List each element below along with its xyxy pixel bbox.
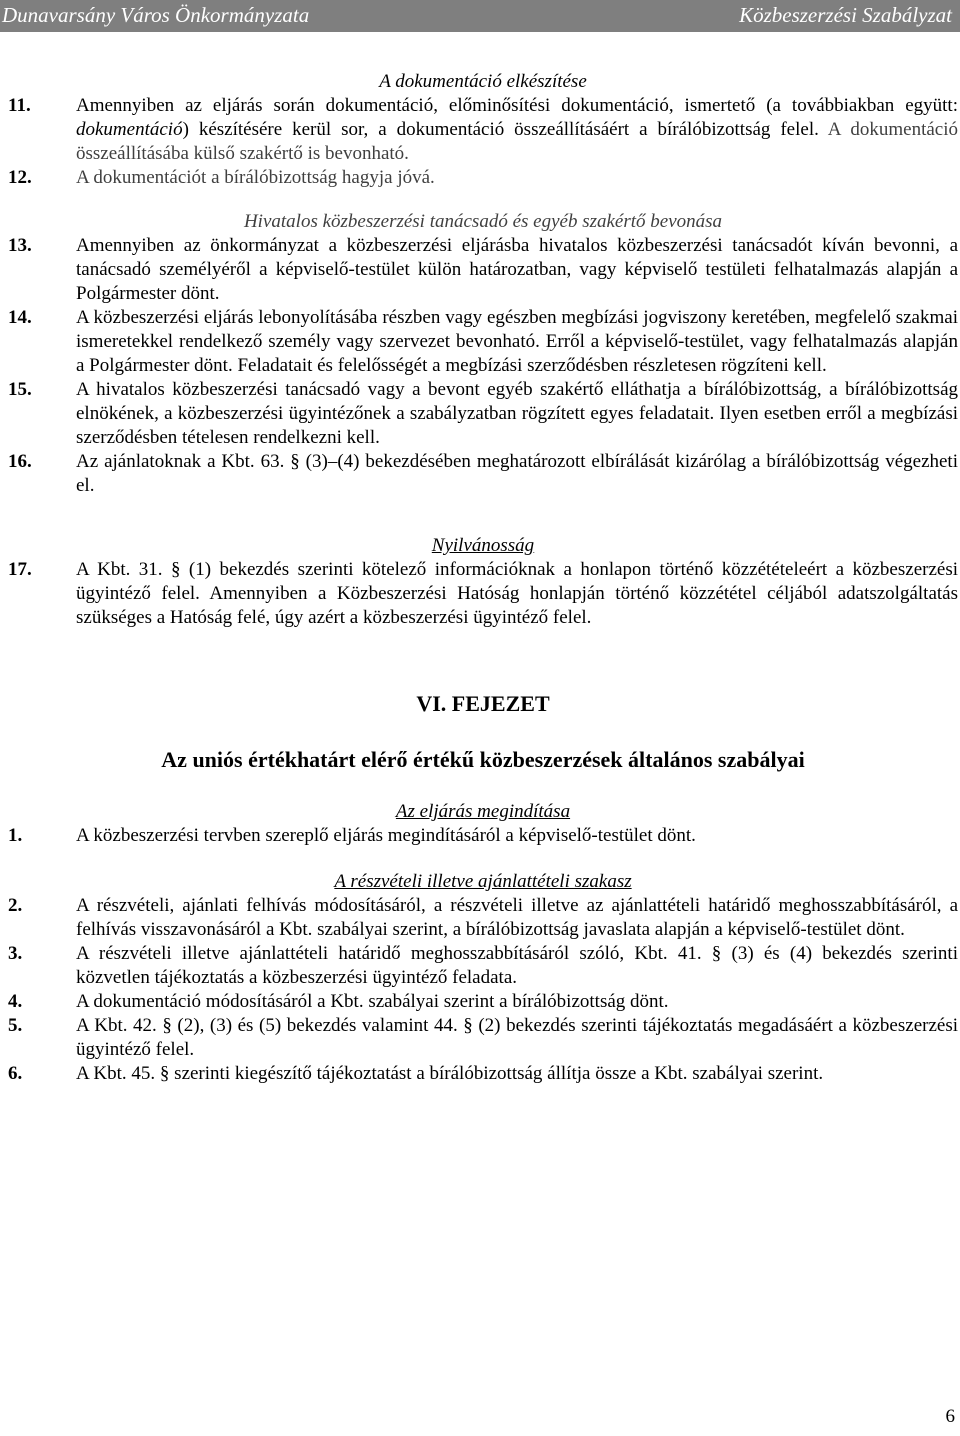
paragraph-11 bbox=[8, 94, 958, 166]
heading-participation-phase: A részvételi illetve ajánlattételi szakasz bbox=[334, 871, 632, 892]
paragraph-text: A részvételi, ajánlati felhívás módosításáról, a részvételi illetve az ajánlattételi határidő meghosszabbításáról, a felhívás visszavonásáról a Kbt. szabályai szerint, a bírálóbizottság javaslata alapján a képviselő-testület dönt. bbox=[76, 895, 958, 940]
paragraph-number: 17. bbox=[8, 559, 32, 580]
paragraph-1 bbox=[8, 824, 958, 848]
paragraph-number: 4. bbox=[8, 991, 23, 1012]
paragraph-number: 12. bbox=[8, 167, 32, 188]
paragraph-text: A közbeszerzési eljárás lebonyolításába részben vagy egészben megbízási jogviszony keretében, megfelelő szakmai ismeretekkel rendelkező személy vagy szervezet bevonható. Erről a képviselő-testület, vagy felhatalmazás alapján a Polgármester dönt. Feladatait és felelősségét a megbízási szerződésben részletesen rögzíteni kell. bbox=[76, 307, 958, 376]
heading-documentation: A dokumentáció elkészítése bbox=[379, 71, 587, 92]
paragraph-6 bbox=[8, 1062, 958, 1086]
paragraph-17 bbox=[8, 558, 958, 630]
paragraph-16 bbox=[8, 450, 958, 498]
paragraph-12 bbox=[8, 166, 958, 190]
paragraph-2 bbox=[8, 894, 958, 942]
paragraph-text: Az ajánlatoknak a Kbt. 63. § (3)–(4) bekezdésében meghatározott elbírálását kizárólag a bírálóbizottság végezheti el. bbox=[76, 451, 958, 496]
header-municipality: Dunavarsány Város Önkormányzata bbox=[2, 3, 310, 27]
paragraph-number: 11. bbox=[8, 95, 31, 116]
paragraph-text: A Kbt. 42. § (2), (3) és (5) bekezdés valamint 44. § (2) bekezdés szerinti tájékoztatás megadásáért a közbeszerzési ügyintéző felel. bbox=[76, 1015, 958, 1060]
paragraph-number: 16. bbox=[8, 451, 32, 472]
chapter-number: VI. FEJEZET bbox=[416, 691, 550, 716]
paragraph-number: 1. bbox=[8, 825, 23, 846]
header-document-title: Közbeszerzési Szabályzat bbox=[739, 3, 952, 27]
paragraph-text: A hivatalos közbeszerzési tanácsadó vagy a bevont egyéb szakértő elláthatja a bírálóbizottság, a bírálóbizottság elnökének, a közbeszerzési ügyintézőnek a szabályzatban rögzített egyes feladatait. Ilyen esetben erről a megbízási szerződésben tételesen rendelkezni kell. bbox=[76, 379, 958, 448]
heading-procedure-start: Az eljárás megindítása bbox=[395, 801, 571, 822]
paragraph-text: A közbeszerzési tervben szereplő eljárás megindításáról a képviselő-testület dönt. bbox=[76, 825, 696, 846]
page-number: 6 bbox=[945, 1406, 955, 1427]
paragraph-text: A dokumentáció módosításáról a Kbt. szabályai szerint a bírálóbizottság dönt. bbox=[76, 991, 669, 1012]
paragraph-text: A dokumentációt a bírálóbizottság hagyja jóvá. bbox=[76, 167, 435, 188]
paragraph-3 bbox=[8, 942, 958, 990]
paragraph-text: A Kbt. 45. § szerinti kiegészítő tájékoztatást a bírálóbizottság állítja össze a Kbt. szabályai szerint. bbox=[76, 1063, 824, 1084]
chapter-title: Az uniós értékhatárt elérő értékű közbeszerzések általános szabályai bbox=[161, 747, 805, 772]
paragraph-number: 2. bbox=[8, 895, 23, 916]
paragraph-5 bbox=[8, 1014, 958, 1062]
paragraph-number: 6. bbox=[8, 1063, 23, 1084]
heading-publicity: Nyilvánosság bbox=[431, 535, 535, 556]
paragraph-text: Amennyiben az önkormányzat a közbeszerzési eljárásba hivatalos közbeszerzési tanácsadót kíván bevonni, a tanácsadó személyéről a képviselő-testület külön határozatban, vagy képviselő testületi felhatalmazás alapján a Polgármester dönt. bbox=[76, 235, 958, 304]
paragraph-text: A részvételi illetve ajánlattételi határidő meghosszabbításáról szóló, Kbt. 41. § (3) és (4) bekezdés szerinti közvetlen tájékoztatás a közbeszerzési ügyintéző feladata. bbox=[76, 943, 958, 988]
paragraph-number: 15. bbox=[8, 379, 32, 400]
paragraph-text: A Kbt. 31. § (1) bekezdés szerinti kötelező információknak a honlapon történő közzétételeért a közbeszerzési ügyintéző felel. Amennyiben a Közbeszerzési Hatóság honlapján történő közzététel céljából adatszolgáltatás szükséges a Hatóság felé, úgy azért a közbeszerzési ügyintéző felel. bbox=[76, 559, 958, 628]
paragraph-number: 13. bbox=[8, 235, 32, 256]
document-body bbox=[8, 70, 958, 1086]
paragraph-14 bbox=[8, 306, 958, 378]
paragraph-4 bbox=[8, 990, 958, 1014]
paragraph-15 bbox=[8, 378, 958, 450]
heading-advisor: Hivatalos közbeszerzési tanácsadó és egyéb szakértő bevonása bbox=[243, 211, 723, 232]
paragraph-number: 5. bbox=[8, 1015, 23, 1036]
paragraph-13 bbox=[8, 234, 958, 306]
page-header bbox=[0, 0, 960, 32]
paragraph-number: 3. bbox=[8, 943, 23, 964]
paragraph-number: 14. bbox=[8, 307, 32, 328]
paragraph-text: Amennyiben az eljárás során dokumentáció, előminősítési dokumentáció, ismertető (a továbbiakban együtt: dokumentáció) készítésére kerül sor, a dokumentáció összeállításáért a bírálóbizottság felel. A dokumentáció összeállításába külső szakértő is bevonható. bbox=[76, 95, 958, 164]
